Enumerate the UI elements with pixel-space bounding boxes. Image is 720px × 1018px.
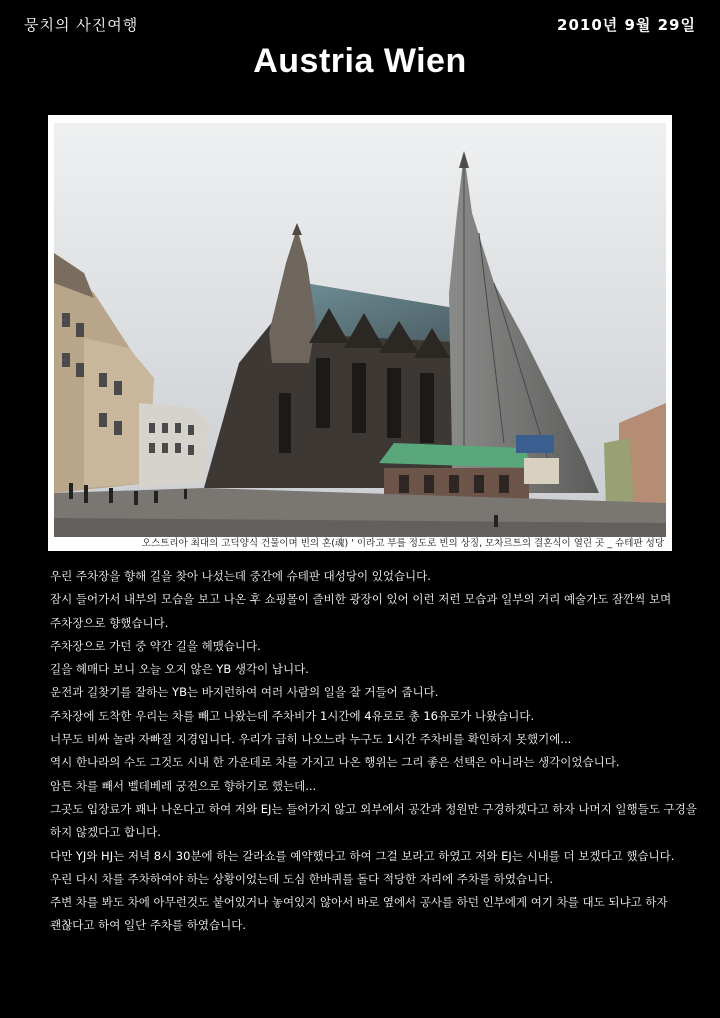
body-line: 우린 주차장을 향해 길을 찾아 나섰는데 중간에 슈테판 대성당이 있었습니다. [50, 569, 431, 583]
post-date: 2010년 9월 29일 [557, 16, 696, 34]
body-line: 다만 YJ와 HJ는 저녁 8시 30분에 하는 갈라쇼를 예약했다고 하여 그걸 보라고 하였고 저와 EJ는 시내를 더 보겠다고 했습니다. [50, 848, 675, 863]
body-line: 역시 한나라의 수도 그것도 시내 한 가운데로 차를 가지고 나온 행위는 그리 좋은 선택은 아니라는 생각이었습니다. [50, 755, 620, 770]
photo-caption: 오스트리아 최대의 고딕양식 건물이며 빈의 혼(魂) ' 이라고 부를 정도로 빈의 상징, 모차르트의 결혼식이 열린 곳 _ 슈테판 성당 [141, 538, 664, 549]
post-body [50, 565, 697, 938]
page-title: Austria Wien [253, 42, 467, 80]
blog-name: 뭉치의 사진여행 [24, 16, 139, 34]
cathedral-photo [54, 123, 666, 537]
body-line: 주차장에 도착한 우리는 차를 빼고 나왔는데 주차비가 1시간에 4유로로 총 16유로가 나왔습니다. [50, 708, 535, 723]
body-line: 그곳도 입장료가 꽤나 나온다고 하여 저와 EJ는 들어가지 않고 외부에서 공간과 정원만 구경하겠다고 하자 나머지 일행들도 구경을 [50, 801, 697, 816]
photo-frame [48, 115, 672, 551]
body-line: 주변 차를 봐도 차에 아무런것도 붙어있거나 놓여있지 않아서 바로 옆에서 공사를 하던 인부에게 여기 차를 대도 되냐고 하자 [50, 895, 668, 910]
body-line: 주차장으로 향했습니다. [50, 615, 169, 630]
body-line: 암튼 차를 빼서 벨데베레 궁전으로 향하기로 했는데... [50, 778, 317, 793]
body-line: 운전과 길찾기를 잘하는 YB는 바지런하여 여러 사람의 일을 잘 거들어 줍니다. [50, 685, 439, 700]
body-line: 하지 않겠다고 합니다. [50, 825, 161, 840]
body-line: 잠시 들어가서 내부의 모습을 보고 나온 후 쇼핑몰이 즐비한 광장이 있어 이런 저런 모습과 일부의 거리 예술가도 잠깐씩 보며 [50, 592, 672, 607]
body-line: 주차장으로 가던 중 약간 길을 헤맸습니다. [50, 638, 261, 653]
cathedral-illustration [54, 123, 666, 537]
body-line: 우린 다시 차를 주차하여야 하는 상황이었는데 도심 한바퀴를 돌다 적당한 자리에 주차를 하였습니다. [50, 871, 553, 886]
body-line: 너무도 비싸 놀라 자빠질 지경입니다. 우리가 급히 나오느라 누구도 1시간 주차비를 확인하지 못했기에... [50, 732, 572, 747]
body-line: 괜찮다고 하여 일단 주차를 하였습니다. [50, 918, 247, 933]
body-line: 길을 헤매다 보니 오늘 오지 않은 YB 생각이 납니다. [50, 662, 309, 677]
